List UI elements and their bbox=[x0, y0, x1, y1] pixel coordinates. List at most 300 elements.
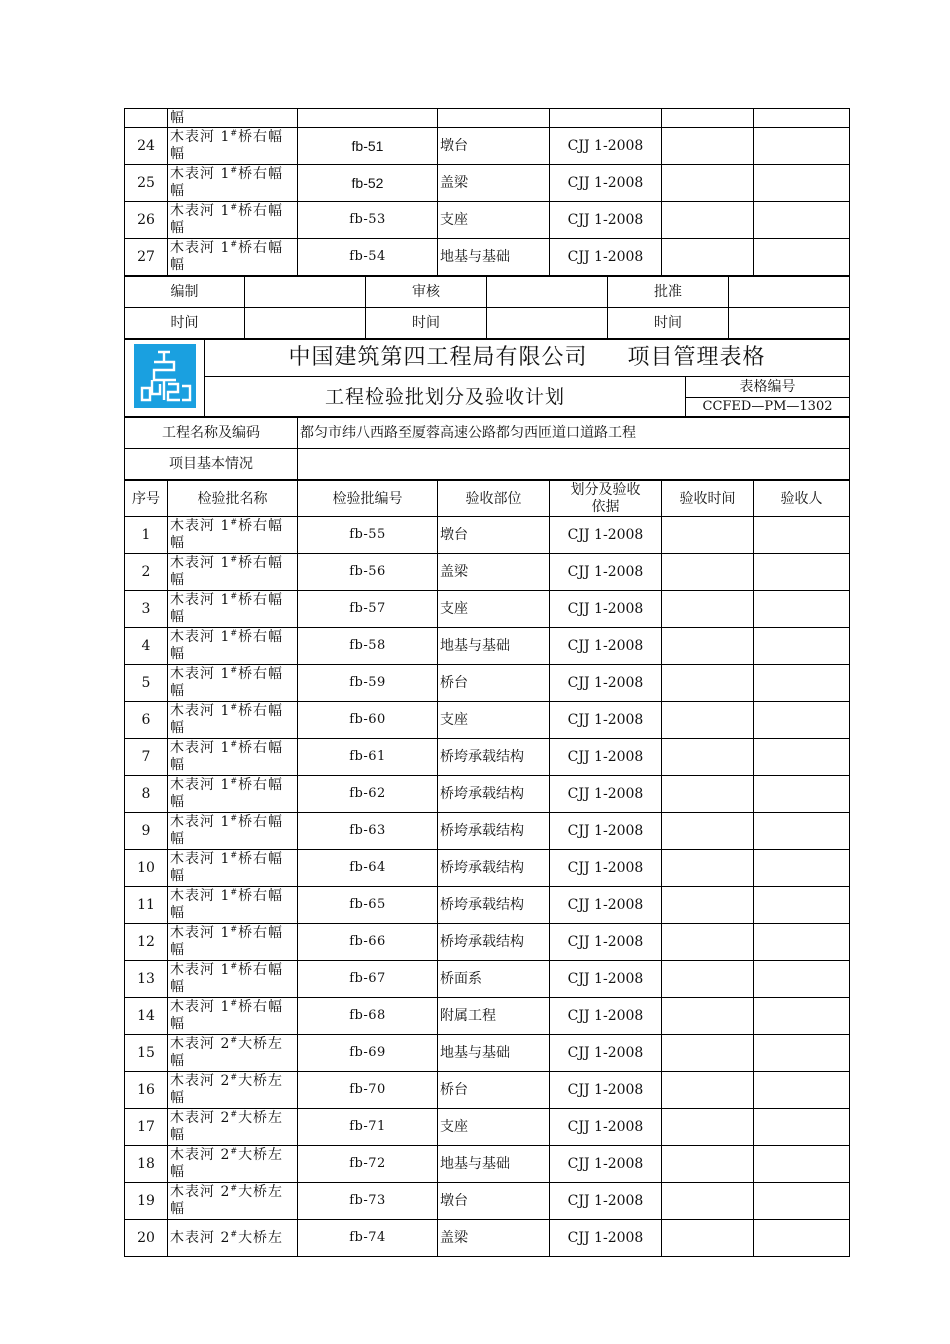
acceptance-time-field[interactable] bbox=[662, 109, 754, 128]
row-number: 24 bbox=[125, 128, 168, 165]
name-sup: # bbox=[230, 961, 239, 971]
acceptance-basis: CJJ 1-2008 bbox=[550, 628, 662, 665]
review-field[interactable] bbox=[487, 277, 608, 308]
acceptance-person-field[interactable] bbox=[754, 554, 850, 591]
col-header-no: 序号 bbox=[125, 481, 168, 517]
acceptance-person-field[interactable] bbox=[754, 702, 850, 739]
project-basic-value[interactable] bbox=[298, 449, 850, 480]
acceptance-person-field[interactable] bbox=[754, 128, 850, 165]
name-sup: # bbox=[230, 739, 239, 749]
table-row bbox=[125, 128, 850, 165]
acceptance-basis: CJJ 1-2008 bbox=[550, 887, 662, 924]
row-number: 11 bbox=[125, 887, 168, 924]
acceptance-part: 桥垮承载结构 bbox=[438, 887, 550, 924]
row-number: 3 bbox=[125, 591, 168, 628]
row-number: 12 bbox=[125, 924, 168, 961]
acceptance-time-field[interactable] bbox=[662, 128, 754, 165]
row-number bbox=[125, 109, 168, 128]
name-sup: # bbox=[230, 517, 239, 527]
acceptance-part: 桥台 bbox=[438, 1072, 550, 1109]
acceptance-basis: CJJ 1-2008 bbox=[550, 591, 662, 628]
name-part-a: 木表河 2 bbox=[170, 1110, 231, 1126]
inspection-lot-code: fb-57 bbox=[298, 591, 438, 628]
acceptance-person-field[interactable] bbox=[754, 961, 850, 998]
inspection-lot-code: fb-70 bbox=[298, 1072, 438, 1109]
inspection-lot-name bbox=[168, 739, 298, 776]
acceptance-person-field[interactable] bbox=[754, 239, 850, 276]
acceptance-basis: CJJ 1-2008 bbox=[550, 239, 662, 276]
row-number: 14 bbox=[125, 998, 168, 1035]
name-part-b: 幅 bbox=[170, 109, 185, 126]
inspection-lot-name bbox=[168, 202, 298, 239]
name-sup: # bbox=[230, 1183, 239, 1193]
row-number: 16 bbox=[125, 1072, 168, 1109]
name-sup: # bbox=[230, 1072, 239, 1082]
table-row bbox=[125, 1220, 850, 1257]
table-row bbox=[125, 165, 850, 202]
approve-field[interactable] bbox=[729, 277, 850, 308]
acceptance-time-field[interactable] bbox=[662, 813, 754, 850]
acceptance-basis: CJJ 1-2008 bbox=[550, 128, 662, 165]
acceptance-person-field[interactable] bbox=[754, 924, 850, 961]
acceptance-part: 墩台 bbox=[438, 1183, 550, 1220]
name-sup: # bbox=[230, 1146, 239, 1156]
inspection-lot-code: fb-71 bbox=[298, 1109, 438, 1146]
review-label: 审核 bbox=[366, 277, 487, 308]
col-header-part: 验收部位 bbox=[438, 481, 550, 517]
acceptance-basis: CJJ 1-2008 bbox=[550, 813, 662, 850]
acceptance-time-field[interactable] bbox=[662, 202, 754, 239]
inspection-lot-code: fb-54 bbox=[298, 239, 438, 276]
acceptance-time-field[interactable] bbox=[662, 739, 754, 776]
acceptance-part: 地基与基础 bbox=[438, 239, 550, 276]
table-row bbox=[125, 850, 850, 887]
name-part-b: 桥右幅幅 bbox=[170, 518, 284, 551]
inspection-lot-name bbox=[168, 1146, 298, 1183]
table-row bbox=[125, 1109, 850, 1146]
inspection-lot-name bbox=[168, 702, 298, 739]
row-number: 7 bbox=[125, 739, 168, 776]
table-row bbox=[125, 887, 850, 924]
review-time-field[interactable] bbox=[487, 308, 608, 339]
name-part-b: 大桥左幅 bbox=[170, 1110, 284, 1143]
acceptance-person-field[interactable] bbox=[754, 665, 850, 702]
name-sup: # bbox=[230, 202, 239, 212]
acceptance-person-field[interactable] bbox=[754, 776, 850, 813]
acceptance-basis: CJJ 1-2008 bbox=[550, 1109, 662, 1146]
name-part-a: 木表河 1 bbox=[170, 518, 231, 534]
name-sup: # bbox=[230, 665, 239, 675]
name-sup: # bbox=[230, 628, 239, 638]
approve-time-field[interactable] bbox=[729, 308, 850, 339]
name-part-b: 桥右幅幅 bbox=[170, 166, 284, 199]
acceptance-time-field[interactable] bbox=[662, 1109, 754, 1146]
table-row bbox=[125, 517, 850, 554]
table-row bbox=[125, 813, 850, 850]
name-part-b: 大桥左 bbox=[238, 1229, 284, 1246]
inspection-lot-code: fb-58 bbox=[298, 628, 438, 665]
name-part-a: 木表河 1 bbox=[170, 851, 231, 867]
acceptance-part: 附属工程 bbox=[438, 998, 550, 1035]
inspection-lot-name bbox=[168, 1035, 298, 1072]
col-header-time: 验收时间 bbox=[662, 481, 754, 517]
name-part-b: 桥右幅幅 bbox=[170, 629, 284, 662]
inspection-lot-code: fb-72 bbox=[298, 1146, 438, 1183]
name-sup: # bbox=[230, 1035, 239, 1045]
acceptance-person-field[interactable] bbox=[754, 1072, 850, 1109]
acceptance-basis bbox=[550, 109, 662, 128]
acceptance-part: 墩台 bbox=[438, 128, 550, 165]
project-name-label: 工程名称及编码 bbox=[125, 418, 298, 449]
acceptance-basis: CJJ 1-2008 bbox=[550, 1146, 662, 1183]
name-part-a: 木表河 1 bbox=[170, 129, 231, 145]
acceptance-person-field[interactable] bbox=[754, 1109, 850, 1146]
acceptance-basis: CJJ 1-2008 bbox=[550, 554, 662, 591]
name-sup: # bbox=[230, 850, 239, 860]
table-row bbox=[125, 924, 850, 961]
inspection-lot-name bbox=[168, 998, 298, 1035]
inspection-lot-code: fb-63 bbox=[298, 813, 438, 850]
inspection-lot-name bbox=[168, 165, 298, 202]
inspection-lot-code: fb-73 bbox=[298, 1183, 438, 1220]
acceptance-time-field[interactable] bbox=[662, 165, 754, 202]
row-number: 10 bbox=[125, 850, 168, 887]
table-row bbox=[125, 591, 850, 628]
table-row bbox=[125, 998, 850, 1035]
acceptance-time-field[interactable] bbox=[662, 1146, 754, 1183]
inspection-lot-name bbox=[168, 554, 298, 591]
name-part-b: 桥右幅幅 bbox=[170, 592, 284, 625]
inspection-lot-name bbox=[168, 813, 298, 850]
inspection-lot-name bbox=[168, 628, 298, 665]
inspection-lot-code bbox=[298, 109, 438, 128]
acceptance-part: 支座 bbox=[438, 702, 550, 739]
row-number: 6 bbox=[125, 702, 168, 739]
inspection-lot-code: fb-68 bbox=[298, 998, 438, 1035]
inspection-lot-name bbox=[168, 591, 298, 628]
name-part-b: 桥右幅幅 bbox=[170, 240, 284, 273]
inspection-lot-name bbox=[168, 1109, 298, 1146]
acceptance-basis: CJJ 1-2008 bbox=[550, 1072, 662, 1109]
inspection-lot-code: fb-66 bbox=[298, 924, 438, 961]
inspection-lot-name bbox=[168, 887, 298, 924]
compile-field[interactable] bbox=[245, 277, 366, 308]
inspection-lot-code: fb-60 bbox=[298, 702, 438, 739]
table-row bbox=[125, 702, 850, 739]
acceptance-part: 盖梁 bbox=[438, 554, 550, 591]
name-part-a: 木表河 1 bbox=[170, 777, 231, 793]
acceptance-part: 支座 bbox=[438, 1109, 550, 1146]
form-number: CCFED—PM—1302 bbox=[686, 398, 850, 417]
row-number: 5 bbox=[125, 665, 168, 702]
approve-time-label: 时间 bbox=[608, 308, 729, 339]
name-sup: # bbox=[230, 554, 239, 564]
name-part-b: 桥右幅幅 bbox=[170, 666, 284, 699]
inspection-lot-code: fb-52 bbox=[298, 165, 438, 202]
inspection-lot-code: fb-55 bbox=[298, 517, 438, 554]
col-header-basis-line2: 依据 bbox=[591, 498, 620, 515]
acceptance-time-field[interactable] bbox=[662, 961, 754, 998]
acceptance-person-field[interactable] bbox=[754, 998, 850, 1035]
row-number: 1 bbox=[125, 517, 168, 554]
form-type: 项目管理表格 bbox=[627, 345, 766, 370]
project-info bbox=[124, 417, 850, 480]
name-part-a: 木表河 1 bbox=[170, 925, 231, 941]
acceptance-time-field[interactable] bbox=[662, 665, 754, 702]
name-sup: # bbox=[230, 813, 239, 823]
name-sup: # bbox=[230, 591, 239, 601]
project-basic-label: 项目基本情况 bbox=[125, 449, 298, 480]
company-name: 中国建筑第四工程局有限公司 bbox=[288, 345, 588, 370]
row-number: 17 bbox=[125, 1109, 168, 1146]
table-row bbox=[125, 1072, 850, 1109]
table-row bbox=[125, 961, 850, 998]
inspection-lot-code: fb-53 bbox=[298, 202, 438, 239]
acceptance-part: 支座 bbox=[438, 591, 550, 628]
name-part-b: 桥右幅幅 bbox=[170, 703, 284, 736]
acceptance-basis: CJJ 1-2008 bbox=[550, 961, 662, 998]
acceptance-part: 地基与基础 bbox=[438, 628, 550, 665]
name-sup: # bbox=[230, 1228, 239, 1238]
col-header-code: 检验批编号 bbox=[298, 481, 438, 517]
name-part-a: 木表河 1 bbox=[170, 962, 231, 978]
acceptance-part: 盖梁 bbox=[438, 165, 550, 202]
acceptance-basis: CJJ 1-2008 bbox=[550, 202, 662, 239]
inspection-lot-code: fb-61 bbox=[298, 739, 438, 776]
acceptance-person-field[interactable] bbox=[754, 109, 850, 128]
acceptance-basis: CJJ 1-2008 bbox=[550, 776, 662, 813]
inspection-lot-code: fb-67 bbox=[298, 961, 438, 998]
name-part-a: 木表河 1 bbox=[170, 814, 231, 830]
acceptance-time-field[interactable] bbox=[662, 1035, 754, 1072]
acceptance-part: 地基与基础 bbox=[438, 1035, 550, 1072]
name-part-b: 桥右幅幅 bbox=[170, 814, 284, 847]
acceptance-person-field[interactable] bbox=[754, 202, 850, 239]
name-sup: # bbox=[230, 998, 239, 1008]
inspection-lot-name bbox=[168, 850, 298, 887]
acceptance-time-field[interactable] bbox=[662, 850, 754, 887]
acceptance-basis: CJJ 1-2008 bbox=[550, 665, 662, 702]
form-title: 工程检验批划分及验收计划 bbox=[205, 377, 686, 417]
inspection-lot-code: fb-64 bbox=[298, 850, 438, 887]
acceptance-basis: CJJ 1-2008 bbox=[550, 702, 662, 739]
inspection-lot-code: fb-65 bbox=[298, 887, 438, 924]
inspection-table bbox=[124, 480, 850, 1257]
table-row bbox=[125, 628, 850, 665]
acceptance-person-field[interactable] bbox=[754, 1183, 850, 1220]
name-part-b: 桥右幅幅 bbox=[170, 777, 284, 810]
name-part-a: 木表河 2 bbox=[170, 1229, 231, 1246]
acceptance-time-field[interactable] bbox=[662, 702, 754, 739]
acceptance-basis: CJJ 1-2008 bbox=[550, 739, 662, 776]
name-part-a: 木表河 1 bbox=[170, 666, 231, 682]
row-number: 4 bbox=[125, 628, 168, 665]
acceptance-person-field[interactable] bbox=[754, 1035, 850, 1072]
name-part-a: 木表河 1 bbox=[170, 555, 231, 571]
name-part-b: 桥右幅幅 bbox=[170, 962, 284, 995]
form-number-label: 表格编号 bbox=[686, 377, 850, 398]
inspection-plan-sheet bbox=[124, 108, 849, 1257]
name-part-a: 木表河 2 bbox=[170, 1184, 231, 1200]
name-part-a: 木表河 1 bbox=[170, 166, 231, 182]
form-header bbox=[124, 339, 850, 417]
name-part-b: 大桥左幅 bbox=[170, 1036, 284, 1069]
acceptance-time-field[interactable] bbox=[662, 591, 754, 628]
inspection-lot-code: fb-51 bbox=[298, 128, 438, 165]
col-header-basis-line1: 划分及验收 bbox=[570, 481, 641, 498]
inspection-lot-name bbox=[168, 128, 298, 165]
name-part-a: 木表河 1 bbox=[170, 240, 231, 256]
compile-time-field[interactable] bbox=[245, 308, 366, 339]
acceptance-part: 桥面系 bbox=[438, 961, 550, 998]
table-row bbox=[125, 1183, 850, 1220]
table-row bbox=[125, 239, 850, 276]
name-part-a: 木表河 1 bbox=[170, 703, 231, 719]
project-name-value[interactable]: 都匀市纬八西路至厦蓉高速公路都匀西匝道口道路工程 bbox=[298, 418, 850, 449]
cscec-logo-icon bbox=[134, 344, 196, 408]
name-part-a: 木表河 2 bbox=[170, 1036, 231, 1052]
signoff-table bbox=[124, 276, 850, 339]
acceptance-time-field[interactable] bbox=[662, 998, 754, 1035]
row-number: 20 bbox=[125, 1220, 168, 1257]
table-row bbox=[125, 776, 850, 813]
acceptance-basis: CJJ 1-2008 bbox=[550, 1183, 662, 1220]
name-part-a: 木表河 1 bbox=[170, 740, 231, 756]
acceptance-part: 桥垮承载结构 bbox=[438, 850, 550, 887]
name-part-a: 木表河 1 bbox=[170, 203, 231, 219]
company-logo-cell bbox=[125, 340, 205, 417]
review-time-label: 时间 bbox=[366, 308, 487, 339]
acceptance-time-field[interactable] bbox=[662, 1220, 754, 1257]
acceptance-person-field[interactable] bbox=[754, 591, 850, 628]
name-sup: # bbox=[230, 1109, 239, 1119]
acceptance-part: 支座 bbox=[438, 202, 550, 239]
inspection-lot-name bbox=[168, 924, 298, 961]
inspection-lot-name bbox=[168, 1072, 298, 1109]
acceptance-time-field[interactable] bbox=[662, 776, 754, 813]
acceptance-person-field[interactable] bbox=[754, 887, 850, 924]
compile-label: 编制 bbox=[125, 277, 245, 308]
table-row bbox=[125, 109, 850, 128]
name-part-b: 桥右幅幅 bbox=[170, 203, 284, 236]
acceptance-time-field[interactable] bbox=[662, 554, 754, 591]
name-part-a: 木表河 1 bbox=[170, 592, 231, 608]
row-number: 9 bbox=[125, 813, 168, 850]
inspection-lot-code: fb-56 bbox=[298, 554, 438, 591]
acceptance-basis: CJJ 1-2008 bbox=[550, 165, 662, 202]
inspection-lot-code: fb-74 bbox=[298, 1220, 438, 1257]
row-number: 25 bbox=[125, 165, 168, 202]
acceptance-person-field[interactable] bbox=[754, 1146, 850, 1183]
inspection-lot-code: fb-69 bbox=[298, 1035, 438, 1072]
col-header-basis bbox=[550, 481, 662, 517]
approve-label: 批准 bbox=[608, 277, 729, 308]
table-row bbox=[125, 1146, 850, 1183]
acceptance-person-field[interactable] bbox=[754, 813, 850, 850]
name-part-b: 桥右幅幅 bbox=[170, 925, 284, 958]
acceptance-basis: CJJ 1-2008 bbox=[550, 998, 662, 1035]
row-number: 27 bbox=[125, 239, 168, 276]
acceptance-part: 桥台 bbox=[438, 665, 550, 702]
compile-time-label: 时间 bbox=[125, 308, 245, 339]
inspection-lot-name bbox=[168, 1220, 298, 1257]
acceptance-time-field[interactable] bbox=[662, 924, 754, 961]
name-part-b: 桥右幅幅 bbox=[170, 555, 284, 588]
acceptance-time-field[interactable] bbox=[662, 1072, 754, 1109]
acceptance-person-field[interactable] bbox=[754, 517, 850, 554]
name-part-b: 桥右幅幅 bbox=[170, 851, 284, 884]
row-number: 26 bbox=[125, 202, 168, 239]
name-part-a: 木表河 1 bbox=[170, 629, 231, 645]
table-row bbox=[125, 202, 850, 239]
name-part-a: 木表河 2 bbox=[170, 1073, 231, 1089]
name-part-b: 大桥左幅 bbox=[170, 1073, 284, 1106]
row-number: 18 bbox=[125, 1146, 168, 1183]
row-number: 13 bbox=[125, 961, 168, 998]
name-part-b: 桥右幅幅 bbox=[170, 888, 284, 921]
acceptance-basis: CJJ 1-2008 bbox=[550, 1220, 662, 1257]
name-part-a: 木表河 1 bbox=[170, 999, 231, 1015]
acceptance-person-field[interactable] bbox=[754, 628, 850, 665]
acceptance-person-field[interactable] bbox=[754, 165, 850, 202]
acceptance-part: 地基与基础 bbox=[438, 1146, 550, 1183]
acceptance-time-field[interactable] bbox=[662, 628, 754, 665]
row-number: 19 bbox=[125, 1183, 168, 1220]
name-part-a: 木表河 2 bbox=[170, 1147, 231, 1163]
inspection-lot-name bbox=[168, 109, 298, 128]
acceptance-basis: CJJ 1-2008 bbox=[550, 924, 662, 961]
inspection-lot-code: fb-59 bbox=[298, 665, 438, 702]
name-sup: # bbox=[230, 239, 239, 249]
name-part-b: 大桥左幅 bbox=[170, 1147, 284, 1180]
acceptance-person-field[interactable] bbox=[754, 850, 850, 887]
acceptance-time-field[interactable] bbox=[662, 239, 754, 276]
inspection-lot-name bbox=[168, 239, 298, 276]
acceptance-person-field[interactable] bbox=[754, 1220, 850, 1257]
row-number: 2 bbox=[125, 554, 168, 591]
name-part-b: 桥右幅幅 bbox=[170, 129, 284, 162]
table-row bbox=[125, 1035, 850, 1072]
name-sup: # bbox=[230, 887, 239, 897]
row-number: 8 bbox=[125, 776, 168, 813]
name-part-b: 大桥左幅 bbox=[170, 1184, 284, 1217]
inspection-lot-name bbox=[168, 1183, 298, 1220]
acceptance-time-field[interactable] bbox=[662, 517, 754, 554]
name-part-b: 桥右幅幅 bbox=[170, 740, 284, 773]
name-sup: # bbox=[230, 776, 239, 786]
inspection-lot-name bbox=[168, 961, 298, 998]
col-header-person: 验收人 bbox=[754, 481, 850, 517]
name-sup: # bbox=[230, 702, 239, 712]
name-sup: # bbox=[230, 924, 239, 934]
acceptance-time-field[interactable] bbox=[662, 887, 754, 924]
col-header-name: 检验批名称 bbox=[168, 481, 298, 517]
inspection-lot-name bbox=[168, 517, 298, 554]
acceptance-basis: CJJ 1-2008 bbox=[550, 517, 662, 554]
inspection-lot-name bbox=[168, 776, 298, 813]
acceptance-part: 桥垮承载结构 bbox=[438, 924, 550, 961]
name-part-b: 桥右幅幅 bbox=[170, 999, 284, 1032]
acceptance-part: 桥垮承载结构 bbox=[438, 776, 550, 813]
acceptance-basis: CJJ 1-2008 bbox=[550, 850, 662, 887]
acceptance-part bbox=[438, 109, 550, 128]
name-part-a: 木表河 1 bbox=[170, 888, 231, 904]
acceptance-time-field[interactable] bbox=[662, 1183, 754, 1220]
continuation-table bbox=[124, 108, 850, 276]
acceptance-person-field[interactable] bbox=[754, 739, 850, 776]
row-number: 15 bbox=[125, 1035, 168, 1072]
name-sup: # bbox=[230, 165, 239, 175]
